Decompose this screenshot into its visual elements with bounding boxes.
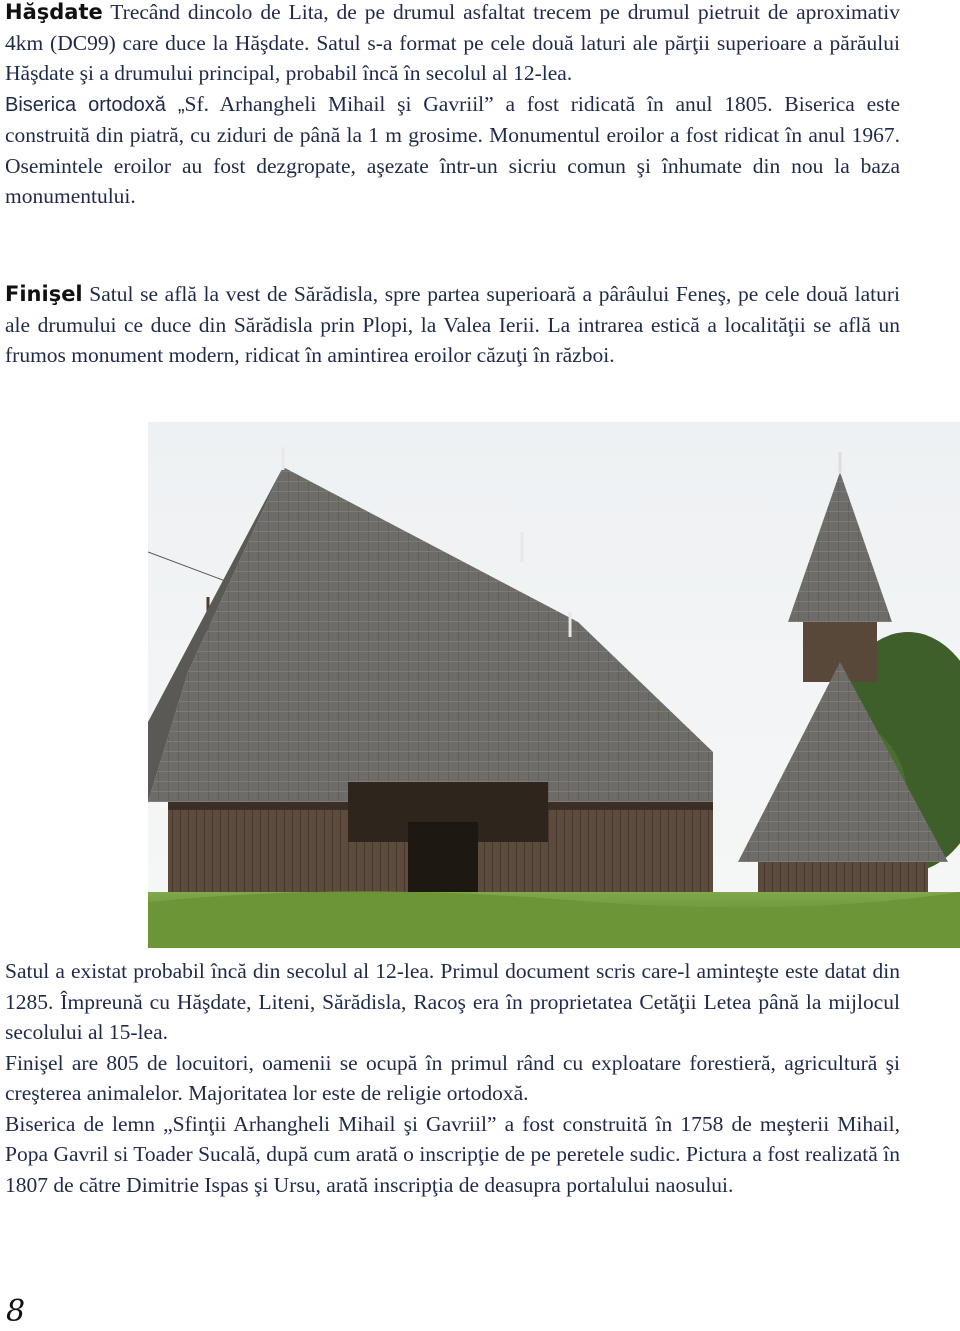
heading-hasdate: Hăşdate — [5, 0, 103, 24]
history-paragraph-2: Finişel are 805 de locuitori, oamenii se ocupă în primul rând cu exploatare forestieră, agricultură şi creşterea animalelor. Majoritatea lor este de religie ortodoxă. — [5, 1050, 900, 1105]
paragraph-finisel-history — [5, 956, 900, 1200]
hasdate-church-label: Biserica ortodoxă „ — [5, 93, 185, 116]
church-photo — [148, 422, 960, 948]
heading-finisel: Finişel — [5, 282, 83, 306]
paragraph-finisel — [5, 279, 900, 371]
history-paragraph-1: Satul a existat probabil încă din secolul al 12-lea. Primul document scris care-l aminteşte este datat din 1285. Împreună cu Hăşdate, Liteni, Sărădisla, Racoş era în proprietatea Cetăţii Letea până la mijlocul secolului al 15-lea. — [5, 959, 900, 1044]
finisel-intro-text: Satul se află la vest de Sărădisla, spre partea superioară a pârâului Feneş, pe cele două laturi ale drumului ce duce din Sărădisla prin Plopi, la Valea Ierii. La intrarea estică a localităţii se află un frumos monument modern, ridicat în amintirea eroilor căzuţi în război. — [5, 282, 900, 367]
page-number: 8 — [6, 1294, 26, 1329]
paragraph-hasdate — [5, 0, 900, 212]
hasdate-intro-text: Trecând dincolo de Lita, de pe drumul asfaltat trecem pe drumul pietruit de aproximativ 4km (DC99) care duce la Hăşdate. Satul s-a format pe cele două laturi ale părţii superioare a părăului Hăşdate şi a drumului principal, probabil încă în secolul al 12-lea. — [5, 0, 900, 85]
hasdate-church-text: Sf. Arhangheli Mihail şi Gavriil” a fost ridicată în anul 1805. Biserica este construită din piatră, cu ziduri de până la 1 m grosime. Monumentul eroilor a fost ridicat în anul 1967. Osemintele eroilor au fost dezgropate, aşezate într-un sicriu comun şi înhumate din nou la baza monumentului. — [5, 91, 900, 208]
history-paragraph-3: Biserica de lemn „Sfinţii Arhangheli Mihail şi Gavriil” a fost construită în 1758 de meşterii Mihail, Popa Gavril si Toader Sucală, după cum arată o inscripţie de pe peretele sudic. Pictura a fost realizată în 1807 de către Dimitrie Ispas şi Ursu, arată inscripţia de deasupra portalului naosului. — [5, 1111, 900, 1197]
